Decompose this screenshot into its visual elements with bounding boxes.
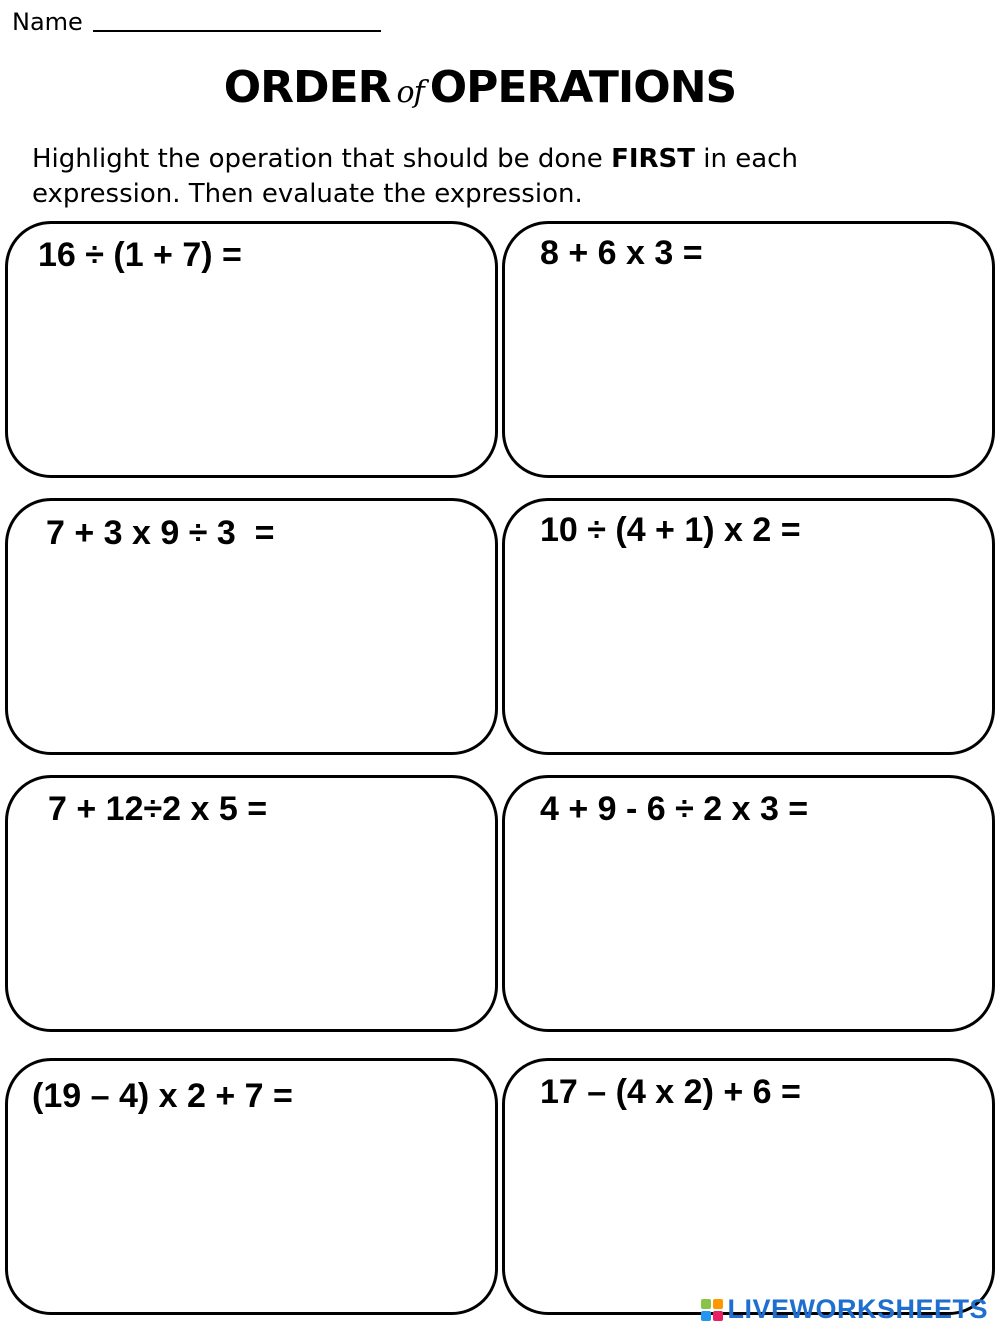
logo-square-1	[701, 1299, 711, 1309]
title-order: ORDER	[223, 62, 391, 113]
liveworksheets-logo-icon	[701, 1299, 723, 1321]
title-of: of	[396, 75, 424, 110]
problem-expression-4: 10 ÷ (4 + 1) x 2 =	[540, 511, 801, 549]
name-blank-line[interactable]	[93, 30, 381, 32]
problem-expression-5: 7 + 12÷2 x 5 =	[48, 790, 268, 828]
logo-square-4	[713, 1311, 723, 1321]
logo-square-3	[701, 1311, 711, 1321]
problem-expression-1: 16 ÷ (1 + 7) =	[38, 236, 242, 274]
instructions-emphasis: FIRST	[611, 144, 695, 174]
problem-expression-6: 4 + 9 - 6 ÷ 2 x 3 =	[540, 790, 809, 828]
title-operations: OPERATIONS	[429, 62, 737, 113]
page-title	[0, 62, 960, 113]
name-label: Name	[12, 8, 83, 36]
problem-expression-8: 17 – (4 x 2) + 6 =	[540, 1073, 801, 1111]
watermark-text: LIVEWORKSHEETS	[727, 1294, 988, 1324]
liveworksheets-watermark	[701, 1294, 988, 1325]
problem-expression-3: 7 + 3 x 9 ÷ 3 =	[46, 514, 275, 552]
problem-expression-7: (19 – 4) x 2 + 7 =	[32, 1077, 293, 1115]
instructions-after: in each expression. Then evaluate the expression.	[32, 144, 798, 209]
logo-square-2	[713, 1299, 723, 1309]
name-row	[12, 8, 381, 36]
instructions-before: Highlight the operation that should be done	[32, 144, 612, 174]
instructions	[32, 142, 952, 212]
problem-expression-2: 8 + 6 x 3 =	[540, 234, 703, 272]
